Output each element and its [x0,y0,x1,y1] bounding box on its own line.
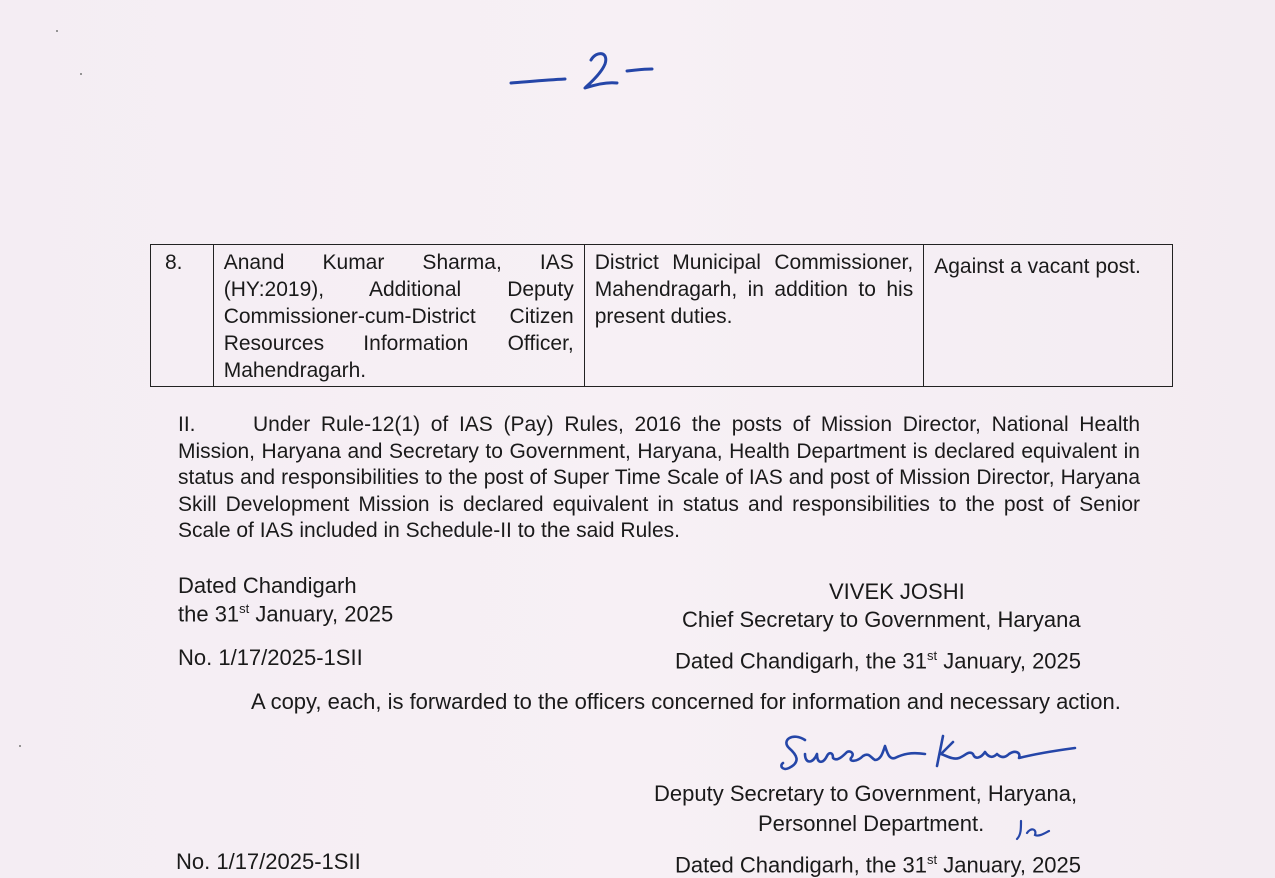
endorsement-date-2-sup: st [926,852,938,867]
copy-paragraph: A copy, each, is forwarded to the officers concerned for information and necessary action. [251,689,1121,714]
endorsement-number-2: No. 1/17/2025-1SII [176,849,361,874]
paper-speck [80,73,82,75]
paper-speck [19,745,21,747]
dated-place: Dated Chandigarh [178,573,357,598]
deputy-department: Personnel Department. [758,811,985,836]
posting-table [150,244,1173,387]
dated-date-prefix: the 31 [178,601,240,627]
endorsement-date-2-prefix: Dated Chandigarh, the 31 [675,852,927,878]
endorsement-date-2 [675,852,1081,878]
handwritten-signature [775,728,1080,778]
endorsement-date-2-suffix: January, 2025 [937,852,1082,878]
deputy-designation: Deputy Secretary to Government, Haryana, [654,781,1078,806]
dated-date-suffix: January, 2025 [249,601,394,627]
paper-speck [56,30,58,32]
endorsement-date-suffix: January, 2025 [937,648,1082,674]
remarks-cell: Against a vacant post. [924,245,1173,387]
posting-cell: District Municipal Commissioner, Mahendragarh, in addition to his present duties. [584,245,923,387]
dated-date [178,601,393,627]
paragraph-text: Under Rule-12(1) of IAS (Pay) Rules, 2016 the posts of Mission Director, National Health Mission, Haryana and Secretary to Government, Haryana, Health Department is declared equivalent in status and responsibilities to the post of Super Time Scale of IAS and post of Mission Director, Haryana Skill Development Mission is declared equivalent in status and responsibilities to the post of Senior Scale of IAS included in Schedule-II to the said Rules. [178,413,1140,542]
table-row [151,245,1173,387]
paragraph-number: II. [178,413,196,436]
officer-name-cell: Anand Kumar Sharma, IAS (HY:2019), Additional Deputy Commissioner-cum-District Citizen Resources Information Officer, Mahendragarh. [213,245,584,387]
signatory-designation: Chief Secretary to Government, Haryana [682,607,1081,632]
endorsement-date-prefix: Dated Chandigarh, the 31 [675,648,927,674]
handwritten-initials [1013,815,1053,843]
endorsement-date-sup: st [926,648,938,663]
handwritten-page-number [505,40,665,100]
endorsement-date [675,648,1081,674]
dated-date-sup: st [239,601,250,616]
paragraph-ii [178,412,1140,545]
serial-number-cell: 8. [151,245,214,387]
endorsement-number: No. 1/17/2025-1SII [178,645,363,670]
signatory-name: VIVEK JOSHI [829,579,965,604]
